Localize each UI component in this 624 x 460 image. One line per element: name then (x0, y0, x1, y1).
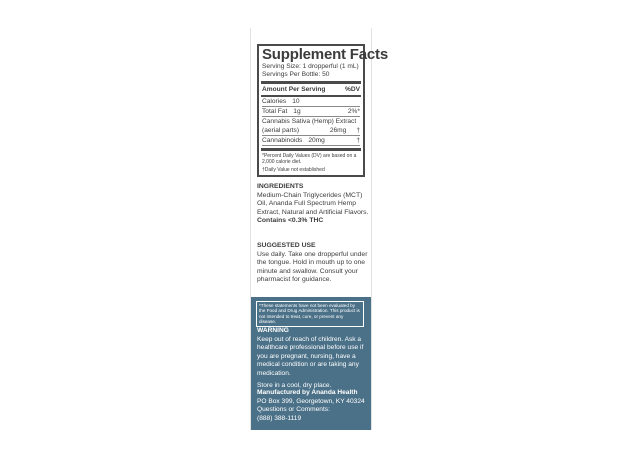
thc-content: Contains <0.3% THC (257, 217, 324, 225)
nutrient-amount: 1g (293, 107, 301, 115)
amount-header: Amount Per Serving (262, 86, 326, 93)
hemp-extract-part: (aerial parts) (262, 126, 300, 134)
warning-section (257, 327, 369, 390)
cannabinoids-row (262, 136, 360, 146)
suggested-use-text: Use daily. Take one dropperful under the tongue. Hold in mouth up to one minute and swallow. Consult your pharmacist for guidance. (257, 250, 368, 284)
nutrient-name: Calories (262, 97, 287, 105)
ingredients-text: Medium-Chain Triglycerides (MCT) Oil, Ananda Full Spectrum Hemp Extract, Natural and Artificial Flavors. (257, 191, 369, 216)
questions-label: Questions or Comments: (257, 406, 330, 414)
manufacturer-heading: Manufactured by Ananda Health (257, 389, 358, 396)
manufacturer-section (257, 389, 369, 423)
amount-header-row (262, 85, 360, 94)
hemp-extract-name: Cannabis Sativa (Hemp) Extract (262, 117, 357, 125)
supplement-facts-panel (257, 44, 388, 177)
footnote-dv: *Percent Daily Values (DV) are based on a 2,000 calorie diet. (262, 152, 357, 165)
ingredients-heading: INGREDIENTS (257, 183, 304, 190)
nutrient-row-total-fat (262, 107, 360, 117)
hemp-extract-row-title (262, 117, 360, 126)
nutrient-dv: 2%* (347, 107, 360, 115)
suggested-use-heading: SUGGESTED USE (257, 242, 316, 249)
serving-size: Serving Size: 1 dropperful (1 mL) (262, 63, 359, 70)
fda-disclaimer: *These statements have not been evaluated by the Food and Drug Administration. This product is not intended to treat, cure, or prevent any disease. (256, 301, 364, 327)
hemp-extract-row-amount (262, 126, 360, 136)
product-label (250, 28, 388, 430)
supplement-facts-title: Supplement Facts (262, 46, 388, 63)
cannabinoids-name: Cannabinoids (262, 136, 303, 144)
suggested-use-section (257, 242, 369, 285)
hemp-extract-dv: † (356, 126, 360, 134)
nutrient-amount: 10 (292, 97, 300, 105)
cannabinoids-dv: † (356, 136, 360, 144)
nutrient-name: Total Fat (262, 107, 288, 115)
footnote-dagger: †Daily Value not established (262, 166, 325, 173)
cannabinoids-amount: 20mg (308, 136, 325, 144)
hemp-extract-amount: 26mg (329, 126, 347, 134)
storage-text: Store in a cool, dry place. (257, 381, 332, 389)
warning-panel (251, 297, 371, 430)
dv-header: %DV (344, 86, 360, 93)
divider-thick-bottom (261, 148, 361, 151)
servings-per-bottle: Servings Per Bottle: 50 (262, 71, 330, 78)
manufacturer-address: PO Box 399, Georgetown, KY 40324 (257, 397, 365, 405)
nutrient-row-calories (262, 97, 360, 107)
warning-text: Keep out of reach of children. Ask a healthcare professional before use if you are pregnant, nursing, have a medical condition or are taking any medication. (257, 335, 364, 377)
ingredients-section (257, 183, 369, 226)
divider-thick (261, 81, 361, 84)
warning-heading: WARNING (257, 327, 289, 334)
phone-number: (888) 388-1119 (257, 414, 302, 422)
